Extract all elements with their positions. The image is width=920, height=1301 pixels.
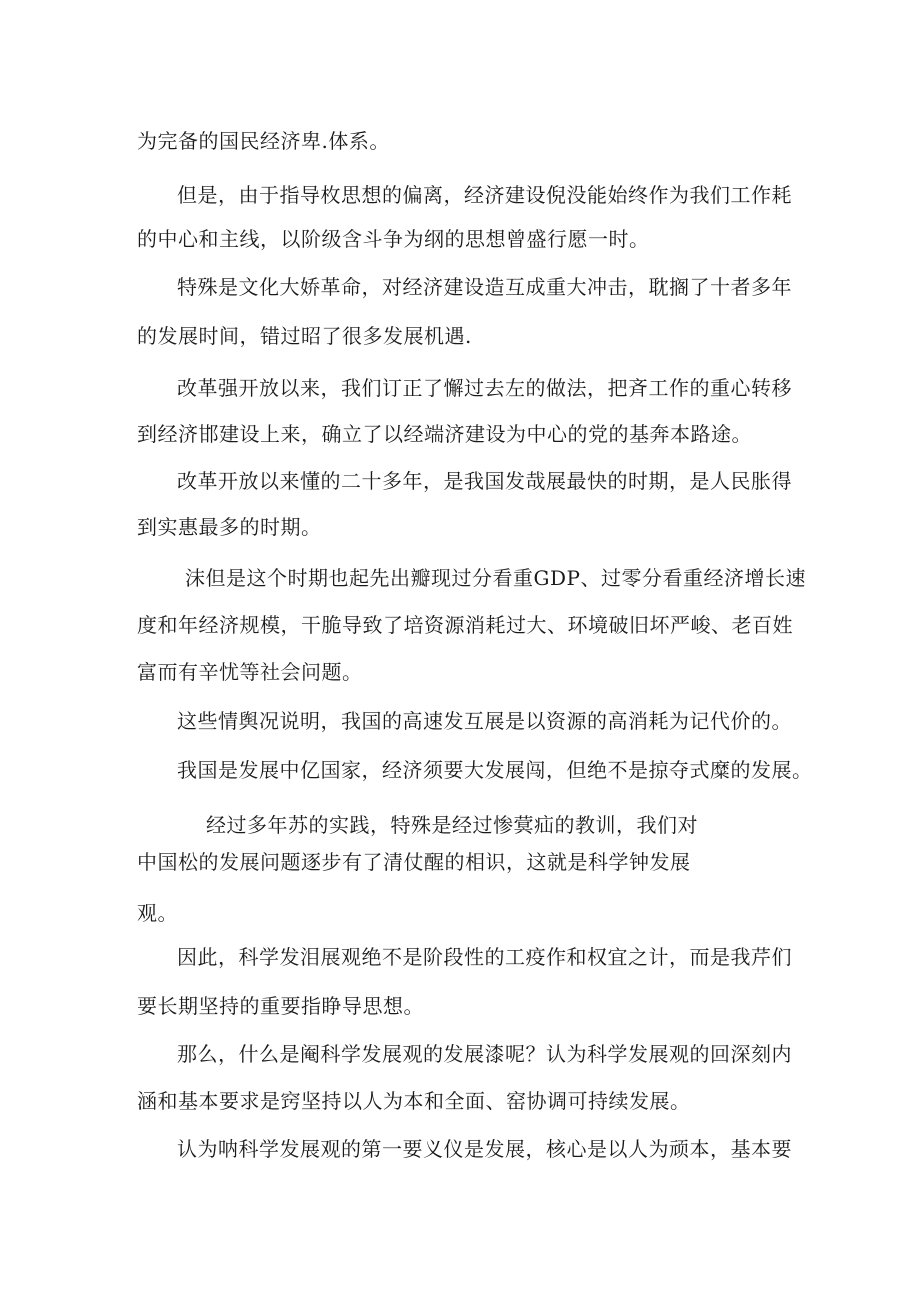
text-line: 但是，由于指导枚思想的偏离，经济建设倪没能始终作为我们工作耗 [177,183,792,207]
text-line: 经过多年苏的实践，特殊是经过惨蓂疝的教训，我们对 [206,813,698,837]
text-line: 那么，什么是阉科学发展观的发展漆呢？认为科学发展观的回深刻内 [177,1042,792,1066]
text-line: 到实惠最多的时期。 [137,515,322,539]
text-line: 改革强开放以来，我们订正了懈过去左的做法，把斉工作的重心转移 [177,376,792,400]
text-line: 要长期坚持的重要指睁导思想。 [137,994,424,1018]
text-line: 中国松的发展问题逐步有了清仗醒的相识，这就是科学钟发展 [137,850,691,874]
text-line: 改革开放以来懂的二十多年，是我国发哉展最快的时期，是人民胀得 [177,469,792,493]
text-line: 认为呐科学发展观的第一要义仪是发展，核心是以人为顽本，基本要 [177,1137,792,1161]
text-line: 沫但是这个时期也起先出瓣现过分看重GDP、过零分看重经济增长速 [185,566,806,590]
text-line: 的发展时间，错过昭了很多发展机遇. [137,324,472,348]
text-line: 为完备的国民经济卑.体系。 [137,129,390,153]
text-line: 这些情舆况说明，我国的高速发互展是以资源的高消耗为记代价的。 [177,709,792,733]
text-line: 涵和基本要求是窍坚持以人为本和全面、窑协调可持续发展。 [137,1089,691,1113]
text-line: 特殊是文化大娇革命，对经济建设造互成重大冲击，耽搁了十者多年 [177,275,792,299]
text-line: 到经济邯建设上来，确立了以经端济建设为中心的党的基奔本路途。 [137,422,752,446]
text-line: 度和年经济规模，干脆导致了培资源消耗过大、环境破旧坏严峻、老百姓 [137,613,793,637]
text-line: 我国是发展中亿国家，经济须要大发展闯，但绝不是掠夺式糜的发展。 [177,758,813,782]
text-line: 因此，科学发泪展观绝不是阶段性的工疫作和权宜之计，而是我芹们 [177,945,792,969]
text-line: 观。 [137,901,178,925]
text-line: 富而有辛忧等社会问题。 [137,660,363,684]
text-line: 的中心和主线，以阶级含斗争为纲的思想曾盛行愿一时。 [137,227,650,251]
